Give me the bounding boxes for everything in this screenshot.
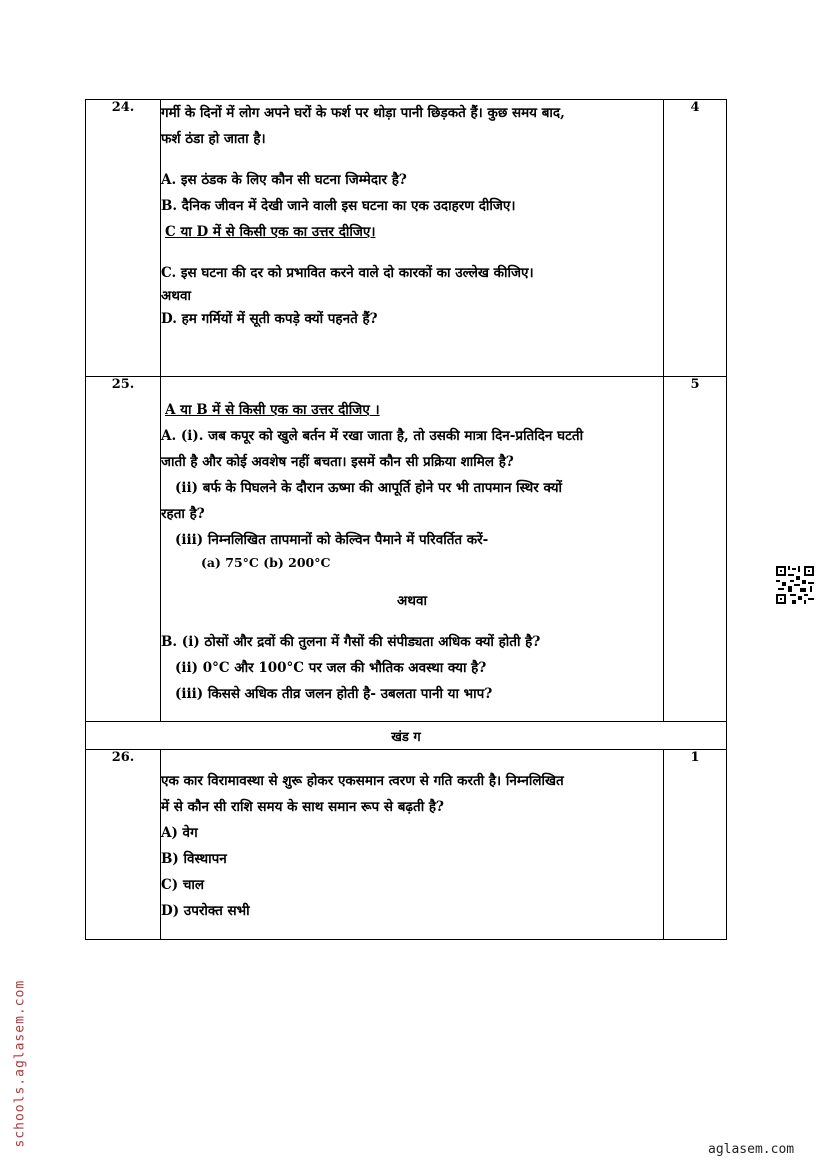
question-row-26 xyxy=(86,750,727,940)
choice-instruction: A या B में से किसी एक का उत्तर दीजिए । xyxy=(165,402,380,418)
or-label: अथवा xyxy=(397,593,427,609)
question-body xyxy=(161,100,664,377)
question-row-24 xyxy=(86,100,727,377)
section-title: खंड ग xyxy=(86,722,727,750)
sub-question-a2-cont: रहता है? xyxy=(161,506,205,522)
sub-question-b1: B. (i) ठोसों और द्रवों की तुलना में गैसों की संपीड्यता अधिक क्यों होती है? xyxy=(161,634,541,650)
footer-url: aglasem.com xyxy=(708,1142,795,1157)
question-row-25 xyxy=(86,377,727,722)
sub-question-a: A. इस ठंडक के लिए कौन सी घटना जिम्मेदार है? xyxy=(161,172,407,188)
or-label: अथवा xyxy=(161,288,191,304)
question-text: गर्मी के दिनों में लोग अपने घरों के फर्श पर थोड़ा पानी छिड़कते हैं। कुछ समय बाद, xyxy=(161,105,565,121)
question-marks: 5 xyxy=(664,377,727,722)
question-number: 25. xyxy=(86,377,161,722)
sub-question-a1-cont: जाती है और कोई अवशेष नहीं बचता। इसमें कौन सी प्रक्रिया शामिल है? xyxy=(161,454,514,470)
question-marks: 1 xyxy=(664,750,727,940)
question-body xyxy=(161,750,664,940)
side-watermark-url: schools.aglasem.com xyxy=(12,979,28,1148)
option-a: A) वेग xyxy=(161,825,198,841)
option-d: D) उपरोक्त सभी xyxy=(161,903,250,919)
sub-question-b: B. दैनिक जीवन में देखी जाने वाली इस घटना का एक उदाहरण दीजिए। xyxy=(161,198,516,214)
sub-question-b2: (ii) 0°C और 100°C पर जल की भौतिक अवस्था क्या है? xyxy=(175,660,487,676)
question-text: फर्श ठंडा हो जाता है। xyxy=(161,131,266,147)
sub-question-b3: (iii) किससे अधिक तीव्र जलन होती है- उबलता पानी या भाप? xyxy=(175,686,493,702)
question-body xyxy=(161,377,664,722)
sub-question-a2: (ii) बर्फ के पिघलने के दौरान ऊष्मा की आपूर्ति होने पर भी तापमान स्थिर क्यों xyxy=(175,480,563,496)
question-text: में से कौन सी राशि समय के साथ समान रूप से बढ़ती है? xyxy=(161,799,444,815)
sub-question-a3: (iii) निम्नलिखित तापमानों को केल्विन पैमाने में परिवर्तित करें- xyxy=(175,532,489,548)
question-marks: 4 xyxy=(664,100,727,377)
option-c: C) चाल xyxy=(161,877,205,893)
question-number: 24. xyxy=(86,100,161,377)
sub-question-d: D. हम गर्मियों में सूती कपड़े क्यों पहनते हैं? xyxy=(161,311,378,327)
choice-instruction: C या D में से किसी एक का उत्तर दीजिए। xyxy=(165,224,376,240)
temperature-values: (a) 75°C (b) 200°C xyxy=(201,555,331,570)
question-number: 26. xyxy=(86,750,161,940)
option-b: B) विस्थापन xyxy=(161,851,227,867)
section-row xyxy=(86,722,727,750)
sub-question-c: C. इस घटना की दर को प्रभावित करने वाले दो कारकों का उल्लेख कीजिए। xyxy=(161,265,534,281)
question-table xyxy=(85,99,727,940)
sub-question-a1: A. (i). जब कपूर को खुले बर्तन में रखा जाता है, तो उसकी मात्रा दिन-प्रतिदिन घटती xyxy=(161,428,584,444)
qr-code-icon xyxy=(776,566,814,604)
question-text: एक कार विरामावस्था से शुरू होकर एकसमान त्वरण से गति करती है। निम्नलिखित xyxy=(161,773,564,789)
